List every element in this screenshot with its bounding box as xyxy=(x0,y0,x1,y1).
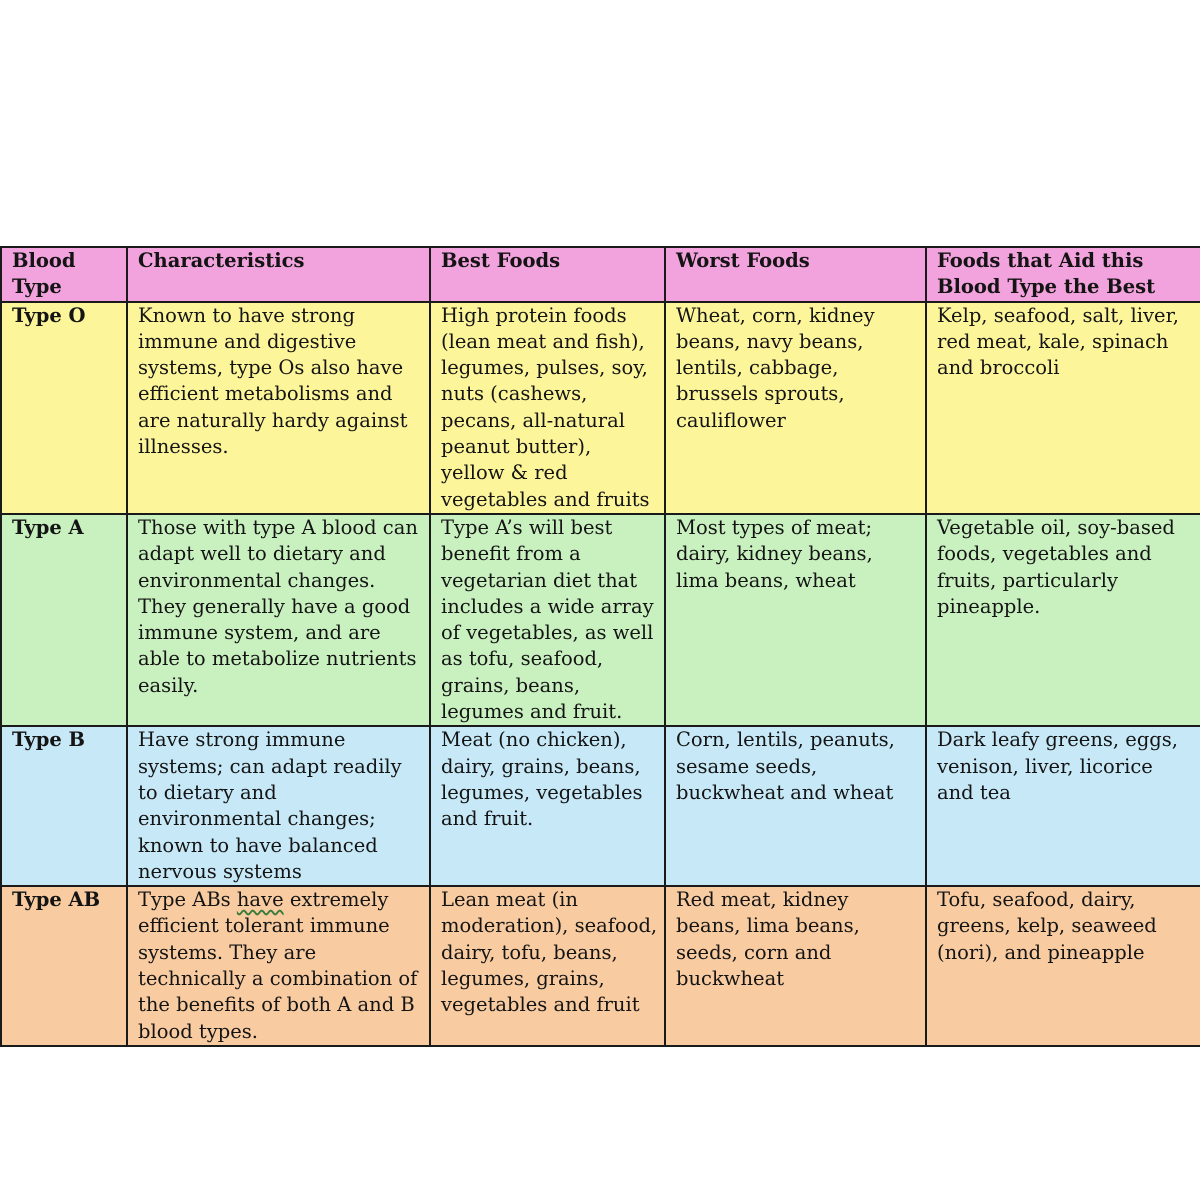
characteristics-cell: Known to have strong immune and digestive systems, type Os also have efficient metabolisms and are naturally hardy against illnesses. xyxy=(127,302,430,514)
header-characteristics: Characteristics xyxy=(127,247,430,302)
worst-foods-cell: Corn, lentils, peanuts, sesame seeds, buckwheat and wheat xyxy=(665,726,926,886)
header-worst-foods: Worst Foods xyxy=(665,247,926,302)
best-foods-cell: Meat (no chicken), dairy, grains, beans, legumes, vegetables and fruit. xyxy=(430,726,665,886)
worst-foods-cell: Wheat, corn, kidney beans, navy beans, lentils, cabbage, brussels sprouts, cauliflower xyxy=(665,302,926,514)
blood-type-diet-table xyxy=(0,246,1200,1047)
characteristics-text-end: extremely efficient tolerant immune systems. They are technically a combination of the benefits of both A and B blood types. xyxy=(138,888,418,1043)
blood-type-cell: Type O xyxy=(1,302,127,514)
aid-foods-cell: Tofu, seafood, dairy, greens, kelp, seaweed (nori), and pineapple xyxy=(926,886,1200,1046)
characteristics-cell: Those with type A blood can adapt well to dietary and environmental changes. They generally have a good immune system, and are able to metabolize nutrients easily. xyxy=(127,514,430,726)
aid-foods-cell: Vegetable oil, soy-based foods, vegetables and fruits, particularly pineapple. xyxy=(926,514,1200,726)
header-best-foods: Best Foods xyxy=(430,247,665,302)
best-foods-cell: Type A’s will best benefit from a vegetarian diet that includes a wide array of vegetables, as well as tofu, seafood, grains, beans, legumes and fruit. xyxy=(430,514,665,726)
characteristics-text-start: Type ABs xyxy=(138,888,237,912)
worst-foods-cell: Red meat, kidney beans, lima beans, seeds, corn and buckwheat xyxy=(665,886,926,1046)
worst-foods-cell: Most types of meat; dairy, kidney beans, lima beans, wheat xyxy=(665,514,926,726)
characteristics-cell xyxy=(127,886,430,1046)
blood-type-cell: Type B xyxy=(1,726,127,886)
characteristics-cell: Have strong immune systems; can adapt readily to dietary and environmental changes; known to have balanced nervous systems xyxy=(127,726,430,886)
best-foods-cell: High protein foods (lean meat and fish), legumes, pulses, soy, nuts (cashews, pecans, all-natural peanut butter), yellow & red vegetables and fruits xyxy=(430,302,665,514)
table-row-type-ab xyxy=(1,886,1200,1046)
table-row-type-o xyxy=(1,302,1200,514)
header-row xyxy=(1,247,1200,302)
blood-type-cell: Type AB xyxy=(1,886,127,1046)
best-foods-cell: Lean meat (in moderation), seafood, dairy, tofu, beans, legumes, grains, vegetables and fruit xyxy=(430,886,665,1046)
header-aid-foods: Foods that Aid this Blood Type the Best xyxy=(926,247,1200,302)
table-row-type-a xyxy=(1,514,1200,726)
blood-type-diet-table-wrapper xyxy=(0,246,1200,1047)
aid-foods-cell: Dark leafy greens, eggs, venison, liver, licorice and tea xyxy=(926,726,1200,886)
table-row-type-b xyxy=(1,726,1200,886)
aid-foods-cell: Kelp, seafood, salt, liver, red meat, kale, spinach and broccoli xyxy=(926,302,1200,514)
spellcheck-underlined-word: have xyxy=(236,888,284,912)
blood-type-cell: Type A xyxy=(1,514,127,726)
header-blood-type: Blood Type xyxy=(1,247,127,302)
